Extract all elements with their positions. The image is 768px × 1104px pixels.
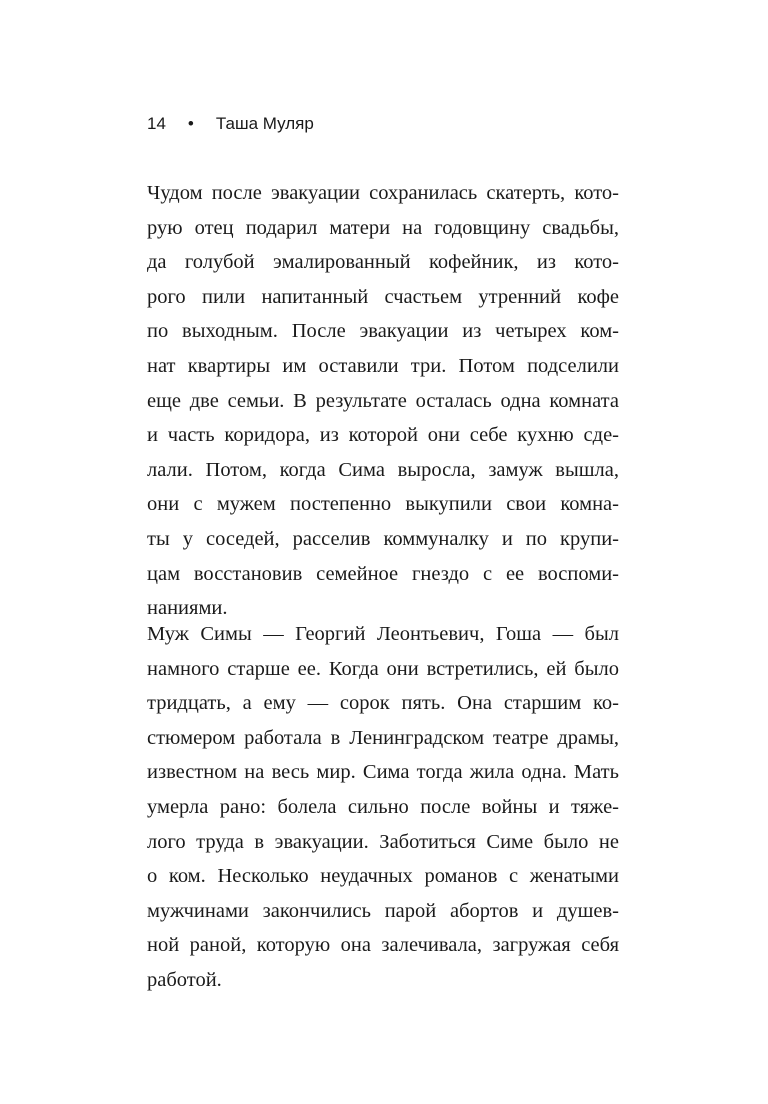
text-line: о ком. Несколько неудачных романов с женатыми (147, 865, 619, 888)
text-line: тридцать, а ему — сорок пять. Она старшим ко- (147, 692, 619, 715)
text-line: мужчинами закончились парой абортов и душев- (147, 899, 619, 922)
page-number: 14 (147, 114, 166, 133)
text-line: рого пили напитанный счастьем утренний кофе (147, 285, 619, 308)
text-line: рую отец подарил матери на годовщину свадьбы, (147, 216, 619, 239)
text-line: лали. Потом, когда Сима выросла, замуж вышла, (147, 458, 619, 481)
running-head (147, 112, 314, 136)
text-line: да голубой эмалированный кофейник, из кото- (147, 251, 619, 274)
text-line: Чудом после эвакуации сохранилась скатерть, кото- (147, 182, 619, 204)
text-line: работой. (147, 968, 222, 991)
text-line: ной раной, которую она залечивала, загружая себя (147, 934, 619, 957)
text-line: и часть коридора, из которой они себе кухню сде- (147, 424, 619, 447)
text-line: известном на весь мир. Сима тогда жила одна. Мать (147, 761, 619, 784)
text-line: Муж Симы — Георгий Леонтьевич, Гоша — был (147, 623, 619, 645)
text-line: стюмером работала в Ленинградском театре драмы, (147, 726, 619, 749)
separator-bullet: • (187, 114, 194, 133)
paragraph-2 (147, 617, 619, 998)
text-line: по выходным. После эвакуации из четырех ком- (147, 320, 619, 343)
text-line: цам восстановив семейное гнездо с ее воспоми- (147, 562, 619, 585)
author-name: Таша Муляр (215, 114, 314, 133)
text-line: умерла рано: болела сильно после войны и тяже- (147, 795, 619, 818)
text-line: ты у соседей, расселив коммуналку и по крупи- (147, 527, 619, 550)
text-line: лого труда в эвакуации. Заботиться Симе было не (147, 830, 619, 853)
text-line: еще две семьи. В результате осталась одна комната (147, 389, 619, 412)
paragraph-1 (147, 176, 619, 626)
text-line: намного старше ее. Когда они встретились, ей было (147, 657, 619, 680)
text-line: нат квартиры им оставили три. Потом подселили (147, 354, 619, 377)
text-line: наниями. (147, 597, 228, 620)
text-line: они с мужем постепенно выкупили свои комна- (147, 493, 619, 516)
